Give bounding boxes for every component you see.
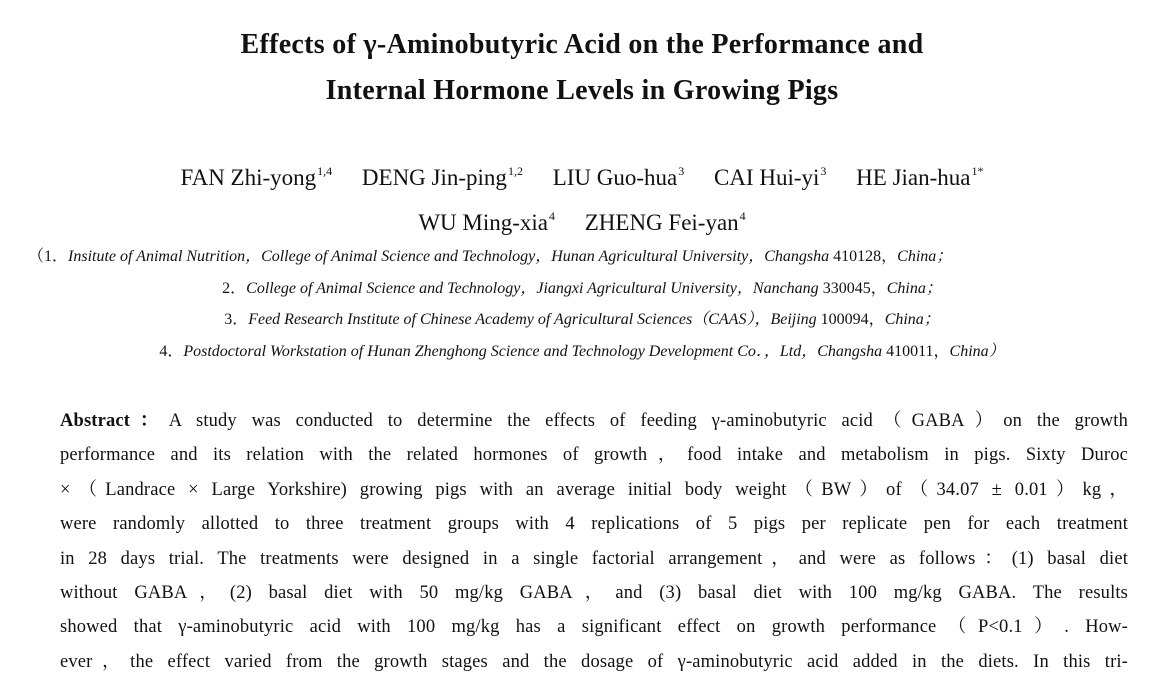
abstract-line: showed that γ-aminobutyric acid with 100 mg/kg has a significant effect on growth performance（P<0.1）. How- — [60, 617, 1128, 638]
abstract-text: A study was conducted to determine the effects of feeding γ-aminobutyric acid（GABA）on the growth — [168, 411, 1128, 431]
affiliation-text: Insitute of Animal Nutrition，College of Animal Science and Technology，Hunan Agricultural University，Changsha — [68, 248, 830, 265]
author-name: CAI Hui-yi — [713, 165, 820, 190]
author-name: ZHENG Fei-yan — [584, 210, 739, 235]
author-name: DENG Jin-ping — [361, 165, 507, 190]
affiliation-text: Feed Research Institute of Chinese Academy of Agricultural Sciences（CAAS），Beijing — [248, 311, 817, 328]
author — [362, 152, 523, 197]
author-affiliation-mark: 4 — [548, 209, 555, 223]
abstract-line: ever，the effect varied from the growth stages and the dosage of γ-aminobutyric acid added in the diets. In this tri- — [60, 651, 1128, 672]
affiliation-country: China） — [949, 342, 1005, 360]
author — [714, 152, 826, 197]
author — [585, 197, 746, 242]
abstract-line: were randomly allotted to three treatment groups with 4 replications of 5 pigs per replicate pen for each treatment — [60, 514, 1128, 535]
affiliation-country: China； — [884, 311, 940, 328]
affiliation-number: 4． — [159, 342, 184, 360]
author-name: LIU Guo-hua — [552, 165, 678, 190]
affiliation — [0, 336, 1164, 368]
author — [553, 152, 685, 197]
author-affiliation-mark: 3 — [678, 164, 685, 178]
affiliation-text: Postdoctoral Workstation of Hunan Zhenghong Science and Technology Development Co．，Ltd，Changsha — [183, 342, 883, 360]
author-affiliation-mark: 3 — [820, 164, 827, 178]
abstract-label: Abstract： — [60, 411, 169, 431]
affiliation-postcode: 330045， — [818, 279, 887, 297]
abstract-line — [60, 404, 1128, 438]
author-affiliation-mark: 4 — [739, 209, 746, 223]
affiliation — [0, 304, 1164, 336]
abstract-line: performance and its relation with the related hormones of growth，food intake and metabolism in pigs. Sixty Duroc — [60, 445, 1128, 466]
author-list — [0, 152, 1164, 242]
author-name: WU Ming-xia — [418, 210, 548, 235]
affiliation-number: （1． — [28, 248, 69, 265]
author-affiliation-mark: 1* — [971, 164, 984, 178]
affiliation-list — [0, 241, 1164, 367]
author-name: HE Jian-hua — [856, 165, 971, 190]
author — [181, 152, 333, 197]
author — [856, 152, 983, 197]
affiliation-number: 2． — [222, 279, 247, 297]
abstract-line: in 28 days trial. The treatments were designed in a single factorial arrangement，and were as follows：(1) basal diet — [60, 548, 1128, 569]
abstract-line: without GABA，(2) basal diet with 50 mg/kg GABA，and (3) basal diet with 100 mg/kg GABA. The results — [60, 583, 1128, 604]
affiliation-postcode: 410128， — [829, 248, 898, 265]
author-affiliation-mark: 1,4 — [317, 164, 333, 178]
title-line-1: Effects of γ-Aminobutyric Acid on the Performance and — [240, 29, 924, 60]
abstract — [60, 404, 1128, 679]
affiliation-text: College of Animal Science and Technology，Jiangxi Agricultural University，Nanchang — [246, 279, 819, 297]
author-row-2 — [0, 197, 1164, 242]
author-affiliation-mark: 1,2 — [507, 164, 523, 178]
affiliation-country: China； — [886, 279, 942, 297]
author — [418, 197, 555, 242]
paper-title — [0, 22, 1164, 114]
author-row-1 — [0, 152, 1164, 197]
title-line-2: Internal Hormone Levels in Growing Pigs — [325, 75, 839, 106]
author-name: FAN Zhi-yong — [180, 165, 317, 190]
affiliation-country: China； — [897, 248, 953, 265]
affiliation — [0, 273, 1164, 305]
affiliation — [0, 241, 1164, 273]
affiliation-number: 3． — [224, 311, 249, 328]
affiliation-postcode: 100094， — [816, 311, 885, 328]
affiliation-postcode: 410011， — [882, 342, 950, 360]
abstract-line: ×（Landrace × Large Yorkshire) growing pigs with an average initial body weight（BW）of（34.07 ± 0.01）kg， — [60, 479, 1128, 500]
